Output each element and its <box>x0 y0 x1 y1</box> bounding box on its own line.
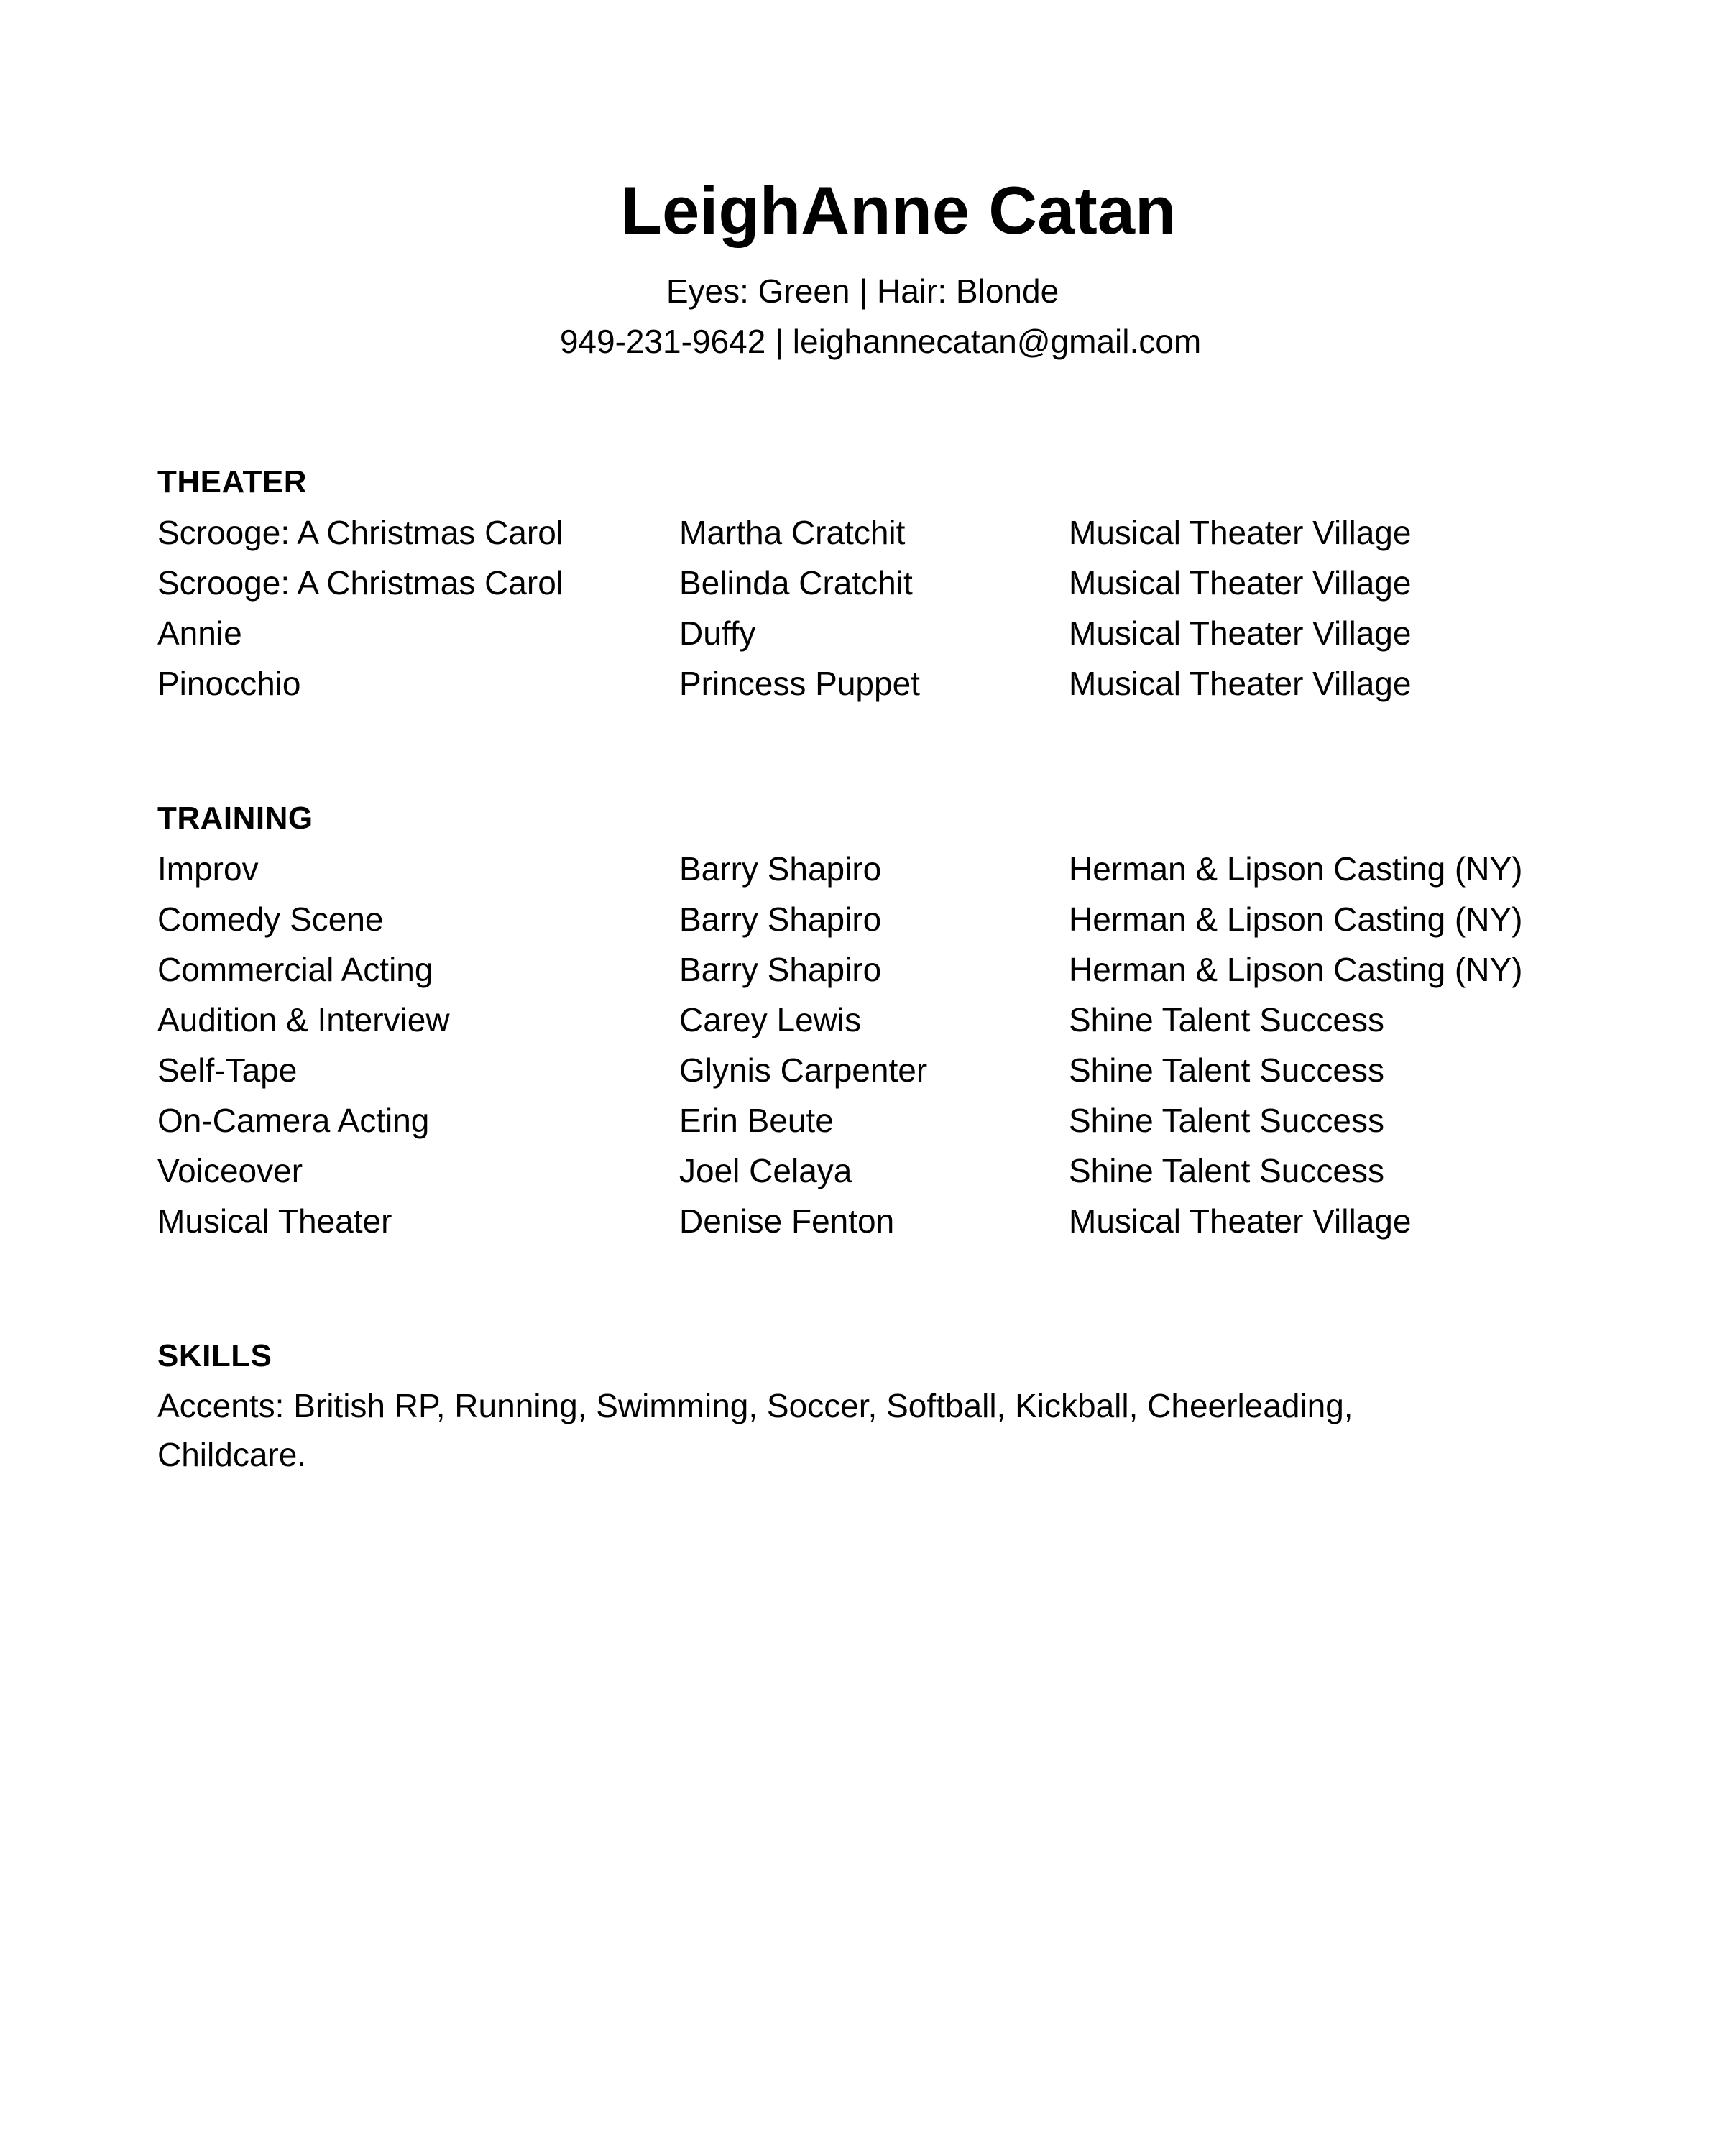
training-section <box>157 793 1595 1246</box>
show-title: Pinocchio <box>157 665 301 702</box>
instructor-name: Denise Fenton <box>679 1202 895 1240</box>
course-name: Comedy Scene <box>157 900 384 938</box>
training-row <box>157 894 1595 944</box>
instructor-name: Glynis Carpenter <box>679 1051 928 1089</box>
theater-section <box>157 457 1595 709</box>
course-name: Voiceover <box>157 1152 303 1189</box>
school-name: Shine Talent Success <box>1069 1152 1384 1189</box>
school-name: Herman & Lipson Casting (NY) <box>1069 850 1523 888</box>
role-name: Belinda Cratchit <box>679 564 913 602</box>
school-name: Shine Talent Success <box>1069 1102 1384 1139</box>
show-title: Scrooge: A Christmas Carol <box>157 564 564 602</box>
instructor-name: Carey Lewis <box>679 1001 862 1038</box>
course-name: Commercial Acting <box>157 951 433 988</box>
skills-section <box>157 1331 1595 1479</box>
training-row <box>157 1045 1595 1095</box>
instructor-name: Barry Shapiro <box>679 900 882 938</box>
theater-row <box>157 507 1595 558</box>
course-name: Self-Tape <box>157 1051 298 1089</box>
physical-attributes: Eyes: Green | Hair: Blonde <box>666 272 1059 310</box>
training-row <box>157 844 1595 894</box>
theater-row <box>157 658 1595 709</box>
role-name: Duffy <box>679 614 756 652</box>
role-name: Princess Puppet <box>679 665 920 702</box>
school-name: Herman & Lipson Casting (NY) <box>1069 900 1523 938</box>
instructor-name: Barry Shapiro <box>679 951 882 988</box>
show-title: Annie <box>157 614 242 652</box>
course-name: Musical Theater <box>157 1202 392 1240</box>
skills-text: Accents: British RP, Running, Swimming, Soccer, Softball, Kickball, Cheerleading, Childcare. <box>157 1387 1353 1473</box>
company-name: Musical Theater Village <box>1069 665 1412 702</box>
section-title-training: TRAINING <box>157 801 313 836</box>
resume-header <box>0 164 1725 367</box>
training-row <box>157 995 1595 1045</box>
role-name: Martha Cratchit <box>679 514 906 551</box>
course-name: On-Camera Acting <box>157 1102 430 1139</box>
school-name: Herman & Lipson Casting (NY) <box>1069 951 1523 988</box>
section-title-theater: THEATER <box>157 464 308 499</box>
company-name: Musical Theater Village <box>1069 614 1412 652</box>
school-name: Shine Talent Success <box>1069 1001 1384 1038</box>
section-title-skills: SKILLS <box>157 1338 272 1373</box>
actor-name: LeighAnne Catan <box>620 172 1177 248</box>
school-name: Shine Talent Success <box>1069 1051 1384 1089</box>
training-row <box>157 1146 1595 1196</box>
theater-row <box>157 558 1595 608</box>
company-name: Musical Theater Village <box>1069 514 1412 551</box>
training-row <box>157 1196 1595 1246</box>
instructor-name: Erin Beute <box>679 1102 834 1139</box>
course-name: Audition & Interview <box>157 1001 450 1038</box>
company-name: Musical Theater Village <box>1069 564 1412 602</box>
course-name: Improv <box>157 850 259 888</box>
theater-row <box>157 608 1595 658</box>
contact-info: 949-231-9642 | leighannecatan@gmail.com <box>559 323 1202 360</box>
show-title: Scrooge: A Christmas Carol <box>157 514 564 551</box>
school-name: Musical Theater Village <box>1069 1202 1412 1240</box>
instructor-name: Barry Shapiro <box>679 850 882 888</box>
instructor-name: Joel Celaya <box>679 1152 852 1189</box>
training-row <box>157 944 1595 995</box>
training-row <box>157 1095 1595 1146</box>
